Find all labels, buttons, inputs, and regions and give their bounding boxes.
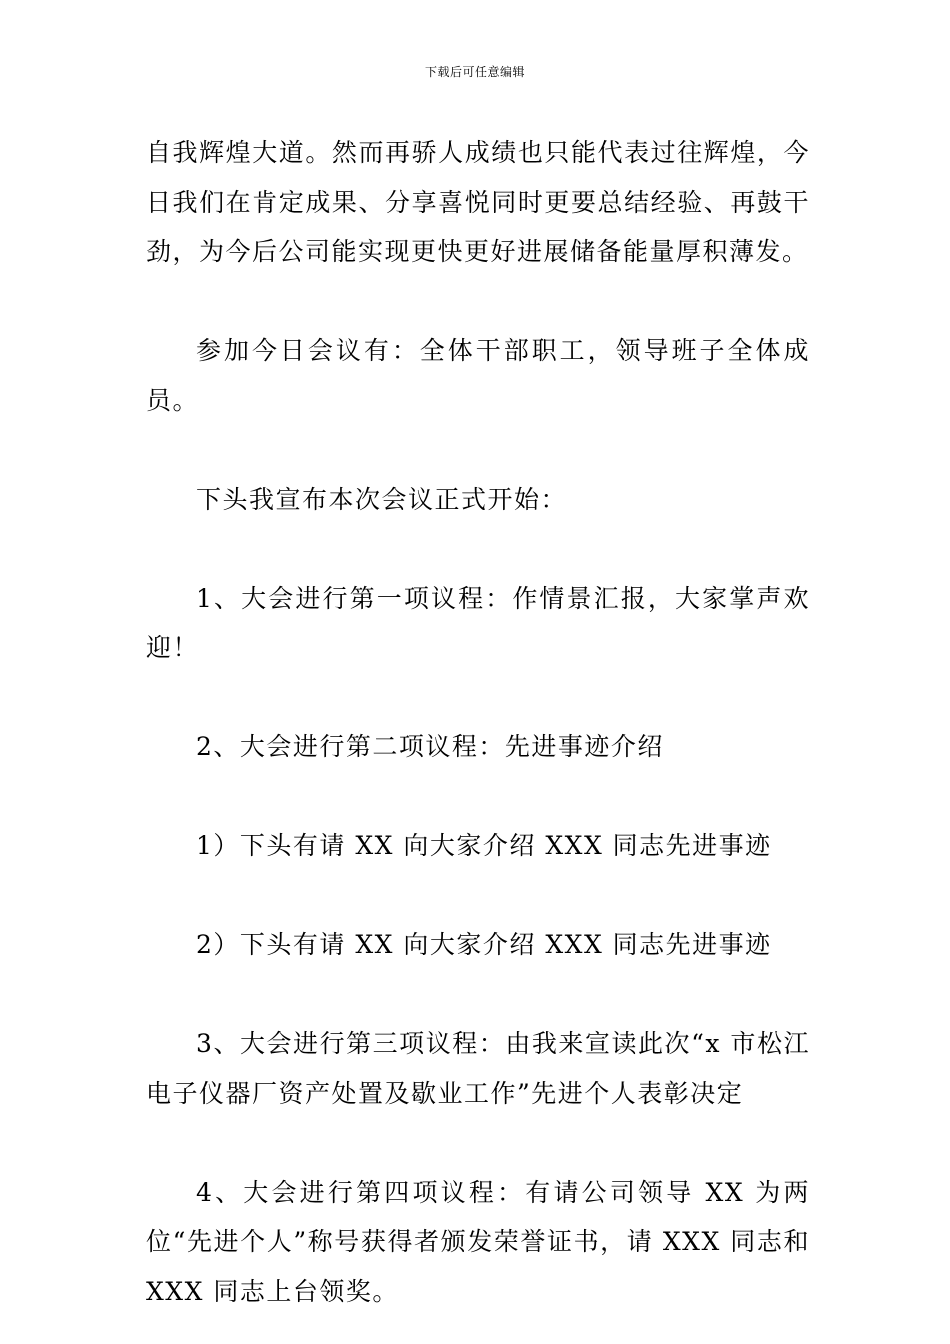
document-body [146,128,810,1316]
paragraph-attendees: 参加今日会议有：全体干部职工，领导班子全体成员。 [146,336,810,415]
paragraph-intro-continuation: 自我辉煌大道。然而再骄人成绩也只能代表过往辉煌，今日我们在肯定成果、分享喜悦同时更要总结经验、再鼓干劲，为今后公司能实现更快更好进展储备能量厚积薄发。 [146,138,810,266]
paragraph-agenda-item-4: 4、大会进行第四项议程：有请公司领导 XX 为两位“先进个人”称号获得者颁发荣誉证书，请 XXX 同志和 XXX 同志上台领奖。 [146,1177,810,1306]
paragraph-meeting-start: 下头我宣布本次会议正式开始： [196,484,568,514]
page-header-note: 下载后可任意编辑 [424,65,525,79]
paragraph-agenda-subitem-1: 1）下头有请 XX 向大家介绍 XXX 同志先进事迹 [196,831,772,860]
paragraph-agenda-item-2: 2、大会进行第二项议程：先进事迹介绍 [196,732,664,761]
paragraph-agenda-item-1: 1、大会进行第一项议程：作情景汇报，大家掌声欢迎！ [146,583,810,662]
paragraph-agenda-subitem-2: 2）下头有请 XX 向大家介绍 XXX 同志先进事迹 [196,930,772,959]
paragraph-agenda-item-3: 3、大会进行第三项议程：由我来宣读此次“x 市松江电子仪器厂资产处置及歇业工作”先进个人表彰决定 [146,1029,810,1108]
